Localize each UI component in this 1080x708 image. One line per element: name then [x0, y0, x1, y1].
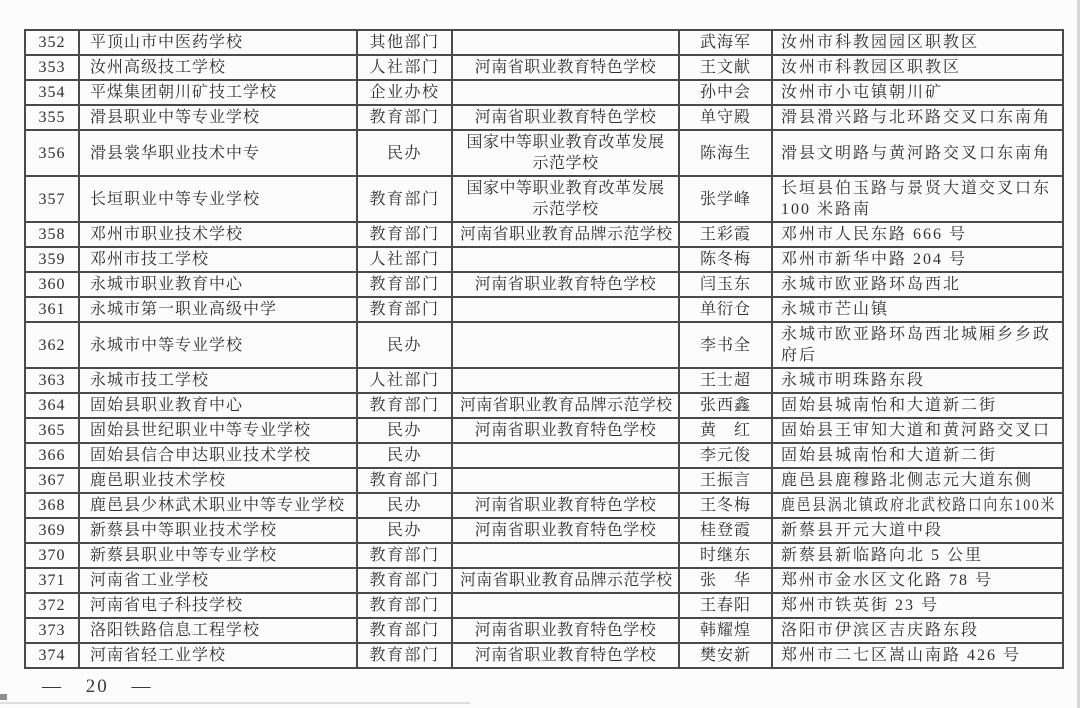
department-type: 教育部门	[357, 468, 452, 493]
address: 邓州市人民东路 666 号	[772, 222, 1063, 247]
table-row	[25, 105, 1063, 130]
department-type: 人社部门	[357, 368, 452, 393]
scan-edge-bottom	[0, 702, 470, 704]
school-name: 平煤集团朝川矿技工学校	[79, 80, 357, 105]
row-number: 360	[25, 272, 79, 297]
address: 郑州市金水区文化路 78 号	[772, 568, 1063, 593]
row-number: 372	[25, 593, 79, 618]
contact-person: 王春阳	[679, 593, 772, 618]
scan-corner-artifact	[0, 694, 7, 700]
department-type: 教育部门	[357, 543, 452, 568]
contact-person: 王彩霞	[679, 222, 772, 247]
address: 鹿邑县鹿穆路北侧志元大道东侧	[772, 468, 1063, 493]
table-row	[25, 247, 1063, 272]
row-number: 366	[25, 443, 79, 468]
table-row	[25, 593, 1063, 618]
row-number: 373	[25, 618, 79, 643]
designation	[452, 80, 679, 105]
contact-person: 武海军	[679, 30, 772, 55]
department-type: 民办	[357, 322, 452, 368]
department-type: 民办	[357, 518, 452, 543]
address: 滑县文明路与黄河路交叉口东南角	[772, 130, 1063, 176]
row-number: 365	[25, 418, 79, 443]
address: 洛阳市伊滨区吉庆路东段	[772, 618, 1063, 643]
department-type: 民办	[357, 418, 452, 443]
row-number: 368	[25, 493, 79, 518]
department-type: 教育部门	[357, 297, 452, 322]
designation: 河南省职业教育特色学校	[452, 518, 679, 543]
contact-person: 张学峰	[679, 176, 772, 222]
contact-person: 黄 红	[679, 418, 772, 443]
table-row	[25, 568, 1063, 593]
address: 郑州市二七区嵩山南路 426 号	[772, 643, 1063, 668]
contact-person: 王文献	[679, 55, 772, 80]
contact-person: 王士超	[679, 368, 772, 393]
address: 永城市明珠路东段	[772, 368, 1063, 393]
department-type: 民办	[357, 130, 452, 176]
address: 固始县城南怡和大道新二街	[772, 443, 1063, 468]
table-row	[25, 643, 1063, 668]
table-row	[25, 222, 1063, 247]
department-type: 企业办校	[357, 80, 452, 105]
table-row	[25, 493, 1063, 518]
row-number: 370	[25, 543, 79, 568]
department-type: 其他部门	[357, 30, 452, 55]
row-number: 369	[25, 518, 79, 543]
designation	[452, 368, 679, 393]
department-type: 教育部门	[357, 272, 452, 297]
table-row	[25, 418, 1063, 443]
contact-person: 陈冬梅	[679, 247, 772, 272]
department-type: 民办	[357, 443, 452, 468]
department-type: 人社部门	[357, 247, 452, 272]
contact-person: 韩耀煌	[679, 618, 772, 643]
page-number: — 20 —	[42, 676, 153, 697]
address: 滑县滑兴路与北环路交叉口东南角	[772, 105, 1063, 130]
designation	[452, 543, 679, 568]
contact-person: 单守殿	[679, 105, 772, 130]
contact-person: 张西鑫	[679, 393, 772, 418]
table-row	[25, 518, 1063, 543]
contact-person: 闫玉东	[679, 272, 772, 297]
address: 固始县王审知大道和黄河路交叉口	[772, 418, 1063, 443]
address: 固始县城南怡和大道新二街	[772, 393, 1063, 418]
school-list-table	[24, 29, 1064, 669]
contact-person: 李书全	[679, 322, 772, 368]
department-type: 教育部门	[357, 568, 452, 593]
table-row	[25, 55, 1063, 80]
table-body	[25, 30, 1063, 668]
school-name: 固始县信合申达职业技术学校	[79, 443, 357, 468]
school-name: 汝州高级技工学校	[79, 55, 357, 80]
address: 新蔡县新临路向北 5 公里	[772, 543, 1063, 568]
contact-person: 单衍仓	[679, 297, 772, 322]
table-row	[25, 30, 1063, 55]
row-number: 371	[25, 568, 79, 593]
school-name: 新蔡县职业中等专业学校	[79, 543, 357, 568]
school-name: 河南省工业学校	[79, 568, 357, 593]
school-name: 永城市中等专业学校	[79, 322, 357, 368]
designation: 河南省职业教育特色学校	[452, 272, 679, 297]
contact-person: 桂登霞	[679, 518, 772, 543]
table-row	[25, 176, 1063, 222]
designation: 河南省职业教育特色学校	[452, 493, 679, 518]
table-row	[25, 368, 1063, 393]
school-name: 河南省轻工业学校	[79, 643, 357, 668]
school-name: 鹿邑县少林武术职业中等专业学校	[79, 493, 357, 518]
designation: 河南省职业教育特色学校	[452, 643, 679, 668]
department-type: 教育部门	[357, 105, 452, 130]
school-name: 河南省电子科技学校	[79, 593, 357, 618]
row-number: 361	[25, 297, 79, 322]
row-number: 353	[25, 55, 79, 80]
school-name: 永城市职业教育中心	[79, 272, 357, 297]
school-name: 平顶山市中医药学校	[79, 30, 357, 55]
school-name: 邓州市技工学校	[79, 247, 357, 272]
row-number: 374	[25, 643, 79, 668]
designation	[452, 443, 679, 468]
designation: 河南省职业教育品牌示范学校	[452, 393, 679, 418]
address: 永城市欧亚路环岛西北城厢乡乡政府后	[772, 322, 1063, 368]
row-number: 358	[25, 222, 79, 247]
contact-person: 王振言	[679, 468, 772, 493]
designation: 河南省职业教育品牌示范学校	[452, 222, 679, 247]
department-type: 教育部门	[357, 643, 452, 668]
designation: 河南省职业教育特色学校	[452, 55, 679, 80]
designation: 国家中等职业教育改革发展示范学校	[452, 130, 679, 176]
table-row	[25, 297, 1063, 322]
address: 汝州市科教园园区职教区	[772, 30, 1063, 55]
table-row	[25, 468, 1063, 493]
row-number: 362	[25, 322, 79, 368]
row-number: 357	[25, 176, 79, 222]
department-type: 教育部门	[357, 593, 452, 618]
address: 鹿邑县涡北镇政府北武校路口向东100米	[772, 493, 1063, 518]
table-row	[25, 393, 1063, 418]
row-number: 364	[25, 393, 79, 418]
address: 汝州市小屯镇朝川矿	[772, 80, 1063, 105]
designation: 河南省职业教育特色学校	[452, 105, 679, 130]
department-type: 教育部门	[357, 222, 452, 247]
table-row	[25, 322, 1063, 368]
table-row	[25, 543, 1063, 568]
designation	[452, 30, 679, 55]
school-name: 滑县裳华职业技术中专	[79, 130, 357, 176]
address: 永城市芒山镇	[772, 297, 1063, 322]
contact-person: 樊安新	[679, 643, 772, 668]
department-type: 教育部门	[357, 618, 452, 643]
address: 汝州市科教园区职教区	[772, 55, 1063, 80]
designation	[452, 593, 679, 618]
table-row	[25, 618, 1063, 643]
address: 长垣县伯玉路与景贤大道交叉口东 100 米路南	[772, 176, 1063, 222]
school-name: 邓州市职业技术学校	[79, 222, 357, 247]
address: 邓州市新华中路 204 号	[772, 247, 1063, 272]
school-name: 永城市技工学校	[79, 368, 357, 393]
row-number: 352	[25, 30, 79, 55]
address: 永城市欧亚路环岛西北	[772, 272, 1063, 297]
school-name: 永城市第一职业高级中学	[79, 297, 357, 322]
table-row	[25, 80, 1063, 105]
school-name: 固始县世纪职业中等专业学校	[79, 418, 357, 443]
table-row	[25, 130, 1063, 176]
designation	[452, 468, 679, 493]
row-number: 367	[25, 468, 79, 493]
contact-person: 张 华	[679, 568, 772, 593]
row-number: 356	[25, 130, 79, 176]
school-name: 新蔡县中等职业技术学校	[79, 518, 357, 543]
designation: 河南省职业教育特色学校	[452, 618, 679, 643]
address: 郑州市铁英街 23 号	[772, 593, 1063, 618]
department-type: 教育部门	[357, 176, 452, 222]
school-name: 洛阳铁路信息工程学校	[79, 618, 357, 643]
designation	[452, 247, 679, 272]
row-number: 355	[25, 105, 79, 130]
designation: 河南省职业教育品牌示范学校	[452, 568, 679, 593]
school-name: 固始县职业教育中心	[79, 393, 357, 418]
designation	[452, 322, 679, 368]
contact-person: 陈海生	[679, 130, 772, 176]
row-number: 363	[25, 368, 79, 393]
designation: 国家中等职业教育改革发展示范学校	[452, 176, 679, 222]
contact-person: 时继东	[679, 543, 772, 568]
department-type: 人社部门	[357, 55, 452, 80]
department-type: 民办	[357, 493, 452, 518]
row-number: 359	[25, 247, 79, 272]
row-number: 354	[25, 80, 79, 105]
designation: 河南省职业教育特色学校	[452, 418, 679, 443]
contact-person: 孙中会	[679, 80, 772, 105]
contact-person: 王冬梅	[679, 493, 772, 518]
school-name: 滑县职业中等专业学校	[79, 105, 357, 130]
department-type: 教育部门	[357, 393, 452, 418]
designation	[452, 297, 679, 322]
school-name: 长垣职业中等专业学校	[79, 176, 357, 222]
table-row	[25, 272, 1063, 297]
contact-person: 李元俊	[679, 443, 772, 468]
address: 新蔡县开元大道中段	[772, 518, 1063, 543]
school-name: 鹿邑职业技术学校	[79, 468, 357, 493]
table-row	[25, 443, 1063, 468]
